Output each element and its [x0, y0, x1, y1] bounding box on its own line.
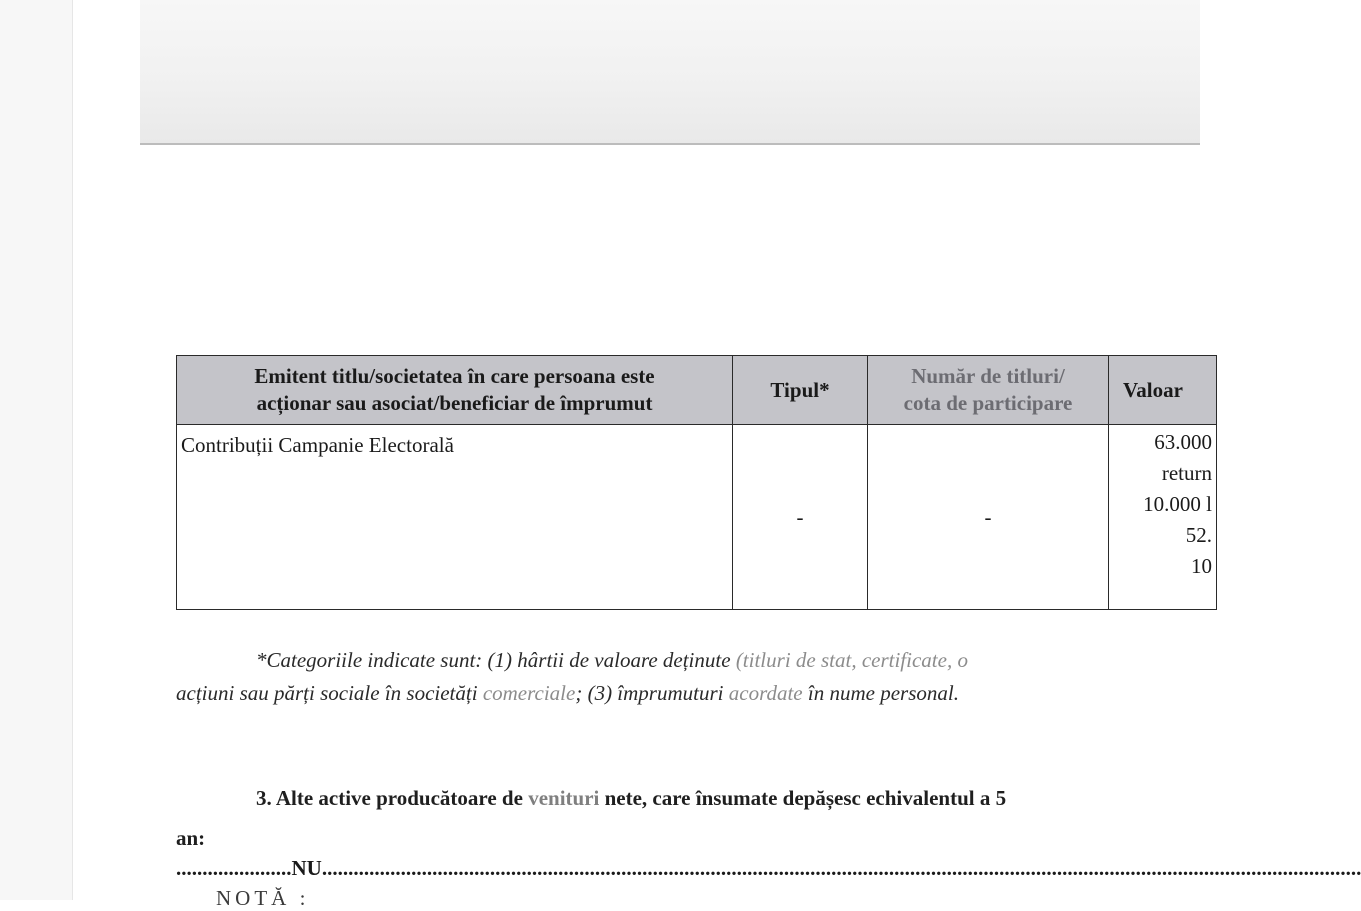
header-emitent-line2: acționar sau asociat/beneficiar de împrumut — [256, 391, 653, 415]
footnote-text: comerciale — [482, 681, 576, 705]
section-3-line1 — [176, 778, 1276, 818]
header-valoare — [1109, 356, 1217, 425]
footnote-text: acțiuni sau părți sociale în societăți — [176, 681, 483, 705]
cell-emitent: Contribuții Campanie Electorală — [177, 425, 733, 610]
categories-footnote — [176, 644, 1276, 710]
header-emitent-line1: Emitent titlu/societatea în care persoana este — [254, 364, 655, 388]
answer-value: NU — [291, 856, 322, 880]
section-3-text: nete, care însumate depășesc echivalentul a 5 — [599, 786, 1007, 810]
valoare-line: 10.000 l — [1143, 492, 1212, 516]
footnote-text: acordate — [728, 681, 803, 705]
valoare-line: return — [1161, 461, 1212, 485]
valoare-line: 52. — [1185, 523, 1212, 547]
nota-label: NOTĂ : — [216, 886, 310, 910]
answer-line — [176, 856, 1361, 881]
cell-tipul: - — [733, 425, 868, 610]
footnote-text: (titluri de stat, certificate, o — [735, 648, 968, 672]
footnote-text: în nume personal. — [802, 681, 959, 705]
page-left-margin — [0, 0, 73, 900]
valoare-line: 63.000 — [1154, 430, 1212, 454]
footnote-line2 — [176, 677, 1276, 710]
header-numar — [868, 356, 1109, 425]
footnote-text: *Categoriile indicate sunt: (1) hârtii de valoare deținute — [256, 648, 736, 672]
section-3-heading — [176, 778, 1276, 858]
cell-valoare — [1109, 425, 1217, 610]
header-tipul — [733, 356, 868, 425]
header-tipul-text: Tipul* — [770, 377, 830, 402]
cell-numar: - — [868, 425, 1109, 610]
section-3-line2: an: — [176, 826, 206, 850]
header-valoare-text: Valoar — [1123, 377, 1183, 402]
section-3-text: 3. Alte active producătoare de — [256, 786, 529, 810]
header-numar-line2: cota de participare — [903, 391, 1073, 415]
answer-dots-trail: ...................................................................................................................................................................................................... — [321, 856, 1361, 880]
table-header-row — [177, 356, 1217, 425]
footnote-line1 — [176, 644, 1276, 677]
answer-dots-lead: ...................... — [176, 856, 292, 880]
header-numar-line1: Număr de titluri/ — [911, 364, 1065, 388]
header-emitent — [177, 356, 733, 425]
assets-table — [176, 355, 1217, 610]
top-paper-band — [140, 0, 1200, 145]
footnote-text: ; (3) împrumuturi — [575, 681, 729, 705]
section-3-text: venituri — [528, 786, 600, 810]
table-row — [177, 425, 1217, 610]
valoare-line: 10 — [1191, 554, 1212, 578]
